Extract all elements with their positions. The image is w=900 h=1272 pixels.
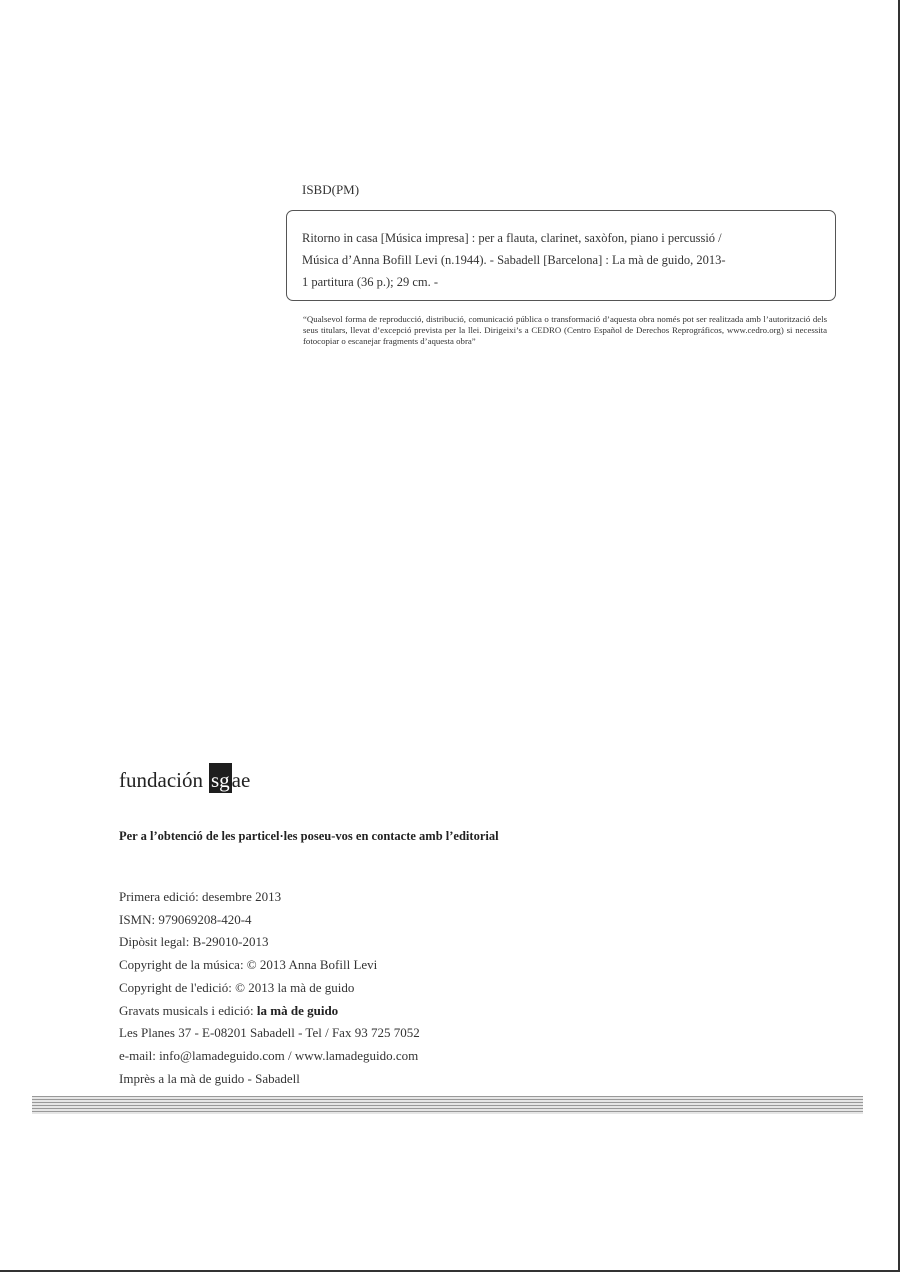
logo-brand-box: sg <box>209 763 232 793</box>
logo-prefix: fundación <box>119 768 203 792</box>
music-copyright: Copyright de la música: © 2013 Anna Bofill Levi <box>119 957 378 973</box>
legal-deposit: Dipòsit legal: B-29010-2013 <box>119 934 269 950</box>
footer-rule <box>32 1096 863 1114</box>
engraving-credit <box>119 1000 420 1023</box>
isbd-label: ISBD(PM) <box>302 182 360 197</box>
catalog-line-title: Ritorno in casa [Música impresa] : per a flauta, clarinet, saxòfon, piano i percussió / <box>302 231 722 245</box>
copyright-notice: “Qualsevol forma de reproducció, distribució, comunicació pública o transformació d’aquesta obra només pot ser realitzada amb l’autorització dels seus titulars, llevat d’excepció prevista per la llei. Dirigeixi’s a CEDRO (Centro Español de Derechos Reprográficos, www.cedro.org) si necessita fotocopiar o escanejar fragments d’aquesta obra” <box>303 314 827 347</box>
edition-copyright: Copyright de l'edició: © 2013 la mà de guido <box>119 979 355 995</box>
colophon <box>119 886 420 1090</box>
catalog-entry-box <box>286 210 836 301</box>
printed-by: Imprès a la mà de guido - Sabadell <box>119 1070 300 1086</box>
publisher-address: Les Planes 37 - E-08201 Sabadell - Tel / Fax 93 725 7052 <box>119 1025 420 1041</box>
parts-contact-note: Per a l’obtenció de les particel·les poseu-vos en contacte amb l’editorial <box>119 829 499 843</box>
ismn: ISMN: 979069208-420-4 <box>119 911 252 927</box>
first-edition: Primera edició: desembre 2013 <box>119 889 282 904</box>
catalog-line-author: Música d’Anna Bofill Levi (n.1944). - Sabadell [Barcelona] : La mà de guido, 2013- <box>302 253 726 267</box>
logo-brand-rest: ae <box>231 768 251 792</box>
engraving-publisher: la mà de guido <box>256 1002 339 1018</box>
engraving-label: Gravats musicals i edició: <box>119 1002 254 1018</box>
fundacion-sgae-logo <box>119 763 250 793</box>
publisher-contact: e-mail: info@lamadeguido.com / www.lamadeguido.com <box>119 1047 419 1063</box>
catalog-line-extent: 1 partitura (36 p.); 29 cm. - <box>302 275 439 289</box>
